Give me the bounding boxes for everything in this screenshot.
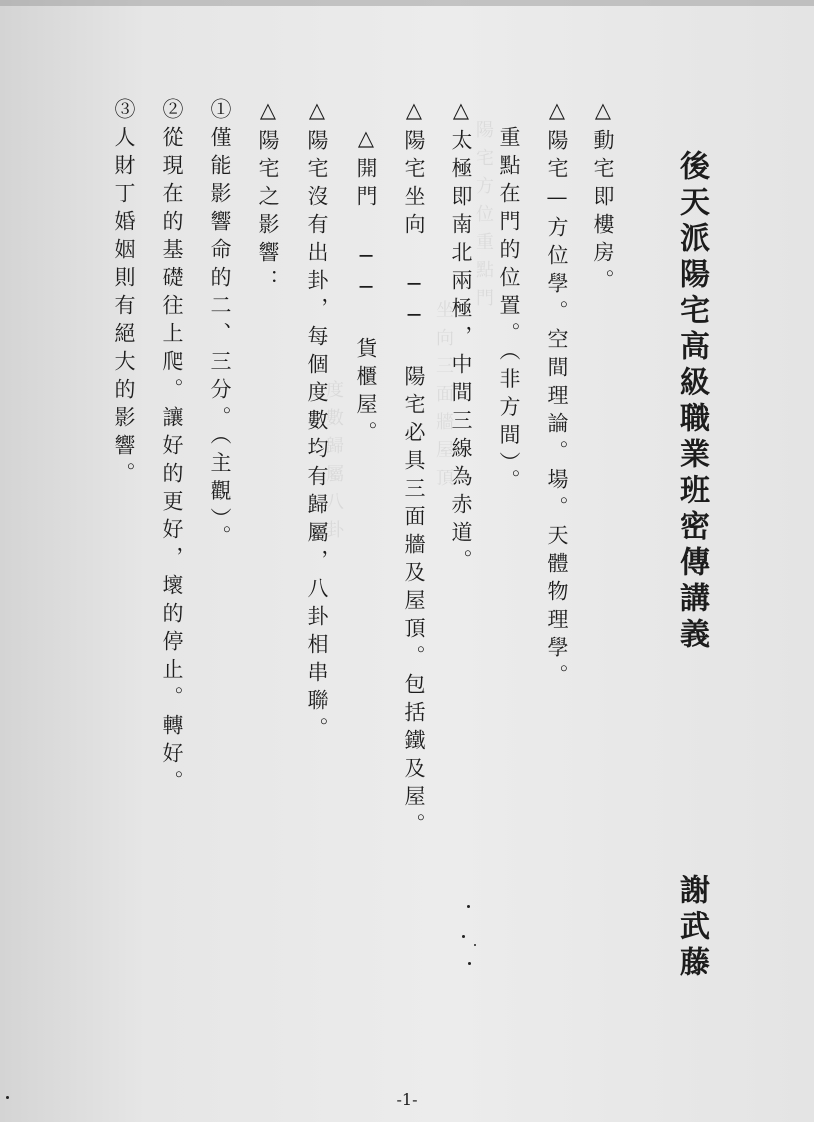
text-column-2: △陽宅—方位學。空間理論。場。天體物理學。 xyxy=(545,98,569,692)
text-column-5: △陽宅坐向 ── 陽宅必具三面牆及屋頂。包括鐵及屋。 xyxy=(402,98,426,841)
text-column-8: △陽宅之影響： xyxy=(256,98,280,297)
text-column-7: △陽宅沒有出卦，每個度數均有歸屬，八卦相串聯。 xyxy=(305,98,329,745)
scan-speck xyxy=(474,944,476,946)
scan-speck xyxy=(468,962,471,965)
scan-top-edge xyxy=(0,0,814,6)
document-title: 後天派陽宅高級職業班密傳講義 xyxy=(674,150,709,654)
show-through-text: 陽宅方位重點門 xyxy=(473,120,494,316)
page-number: -1- xyxy=(396,1090,418,1109)
text-column-10: ②從現在的基礎往上爬。讓好的更好，壞的停止。轉好。 xyxy=(160,98,184,798)
show-through-text: 坐向三面牆屋頂 xyxy=(433,300,454,496)
scan-speck xyxy=(462,935,465,938)
text-column-1: △動宅即樓房。 xyxy=(591,98,615,297)
text-column-4: △太極即南北兩極，中間三線為赤道。 xyxy=(449,98,473,577)
show-through-text: 度數歸屬八卦 xyxy=(323,380,344,548)
text-column-9: ①僅能影響命的二、三分。（主觀）。 xyxy=(208,98,232,553)
scan-speck xyxy=(467,905,470,908)
text-column-6: △開門 ── 貨櫃屋。 xyxy=(354,98,378,449)
text-column-11: ③人財丁婚姻則有絕大的影響。 xyxy=(112,98,136,490)
author-name: 謝武藤 xyxy=(674,874,709,982)
text-column-3: 重點在門的位置。（非方間）。 xyxy=(497,98,521,497)
